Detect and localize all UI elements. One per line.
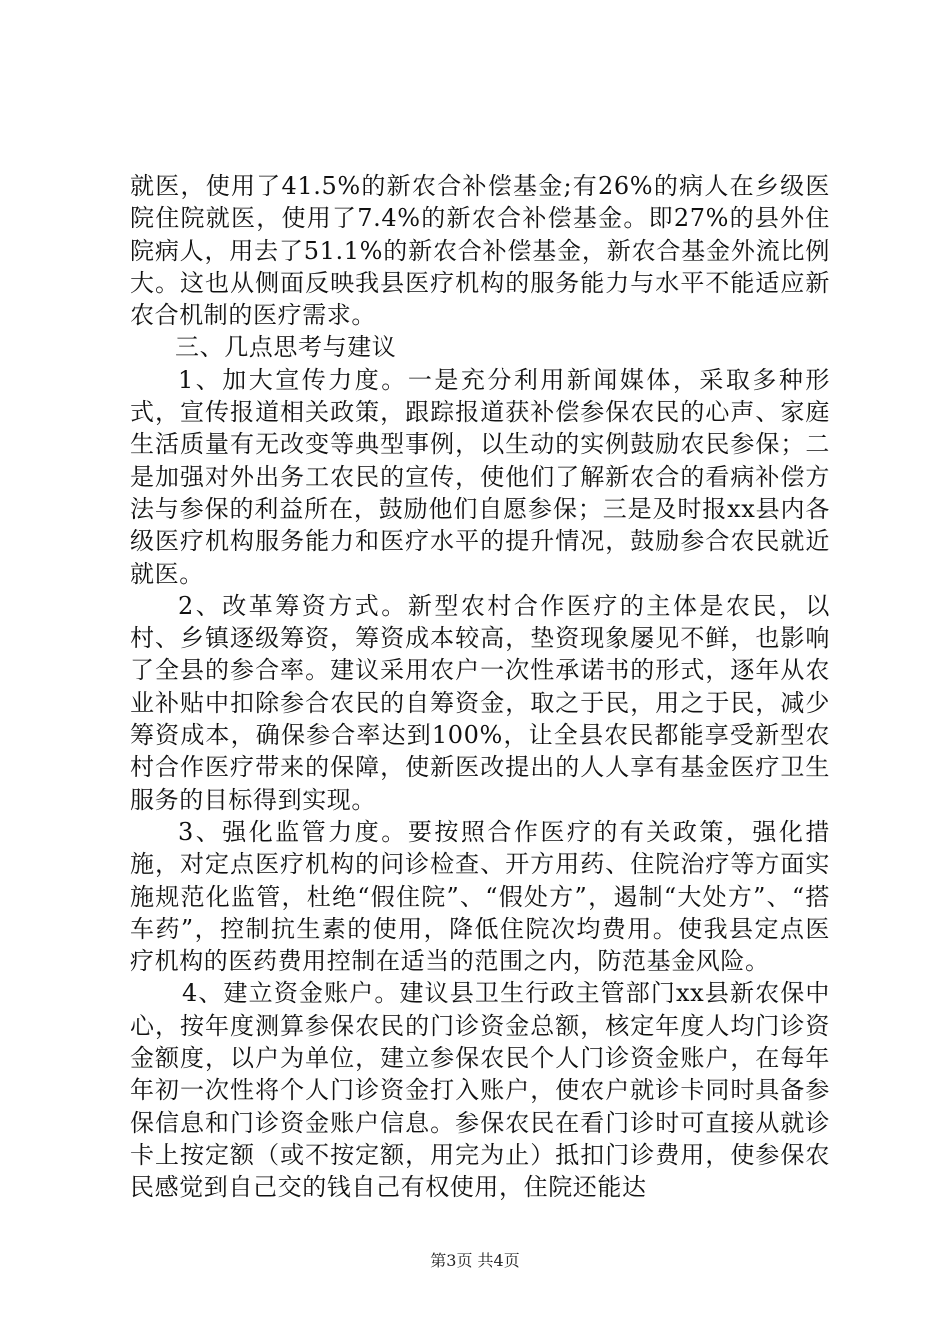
- section-heading: 三、几点思考与建议: [175, 333, 397, 362]
- paragraph-funding-reform: 2、改革筹资方式。新型农村合作医疗的主体是农民，以村、乡镇逐级筹资，筹资成本较高，垫资现象屡见不鲜，也影响了全县的参合率。建议采用农户一次性承诺书的形式，逐年从农业补贴中扣除参合农民的自筹资金，取之于民，用之于民，减少筹资成本，确保参合率达到100%，让全县农民都能享受新型农村合作医疗带来的保障，使新医改提出的人人享有基金医疗卫生服务的目标得到实现。: [130, 591, 830, 814]
- document-body: [130, 170, 830, 1204]
- page-number-footer: 第3页 共4页: [430, 1251, 520, 1270]
- paragraph-fund-account: 4、建立资金账户。建议县卫生行政主管部门xx县新农保中心，按年度测算参保农民的门诊资金总额，核定年度人均门诊资金额度，以户为单位，建立参保农民个人门诊资金账户，在每年年初一次性将个人门诊资金打入账户，使农户就诊卡同时具备参保信息和门诊资金账户信息。参保农民在看门诊时可直接从就诊卡上按定额（或不按定额，用完为止）抵扣门诊费用，使参保农民感觉到自己交的钱自己有权使用，住院还能达: [130, 979, 830, 1202]
- paragraph-publicity: 1、加大宣传力度。一是充分利用新闻媒体，采取多种形式，宣传报道相关政策，跟踪报道获补偿参保农民的心声、家庭生活质量有无改变等典型事例，以生动的实例鼓励农民参保；二是加强对外出务工农民的宣传，使他们了解新农合的看病补偿方法与参保的利益所在，鼓励他们自愿参保；三是及时报xx县内各级医疗机构服务能力和医疗水平的提升情况，鼓励参合农民就近就医。: [130, 365, 830, 588]
- paragraph-continuation: 就医，使用了41.5%的新农合补偿基金;有26%的病人在乡级医院住院就医，使用了7.4%的新农合补偿基金。即27%的县外住院病人，用去了51.1%的新农合补偿基金，新农合基金外流比例大。这也从侧面反映我县医疗机构的服务能力与水平不能适应新农合机制的医疗需求。: [130, 172, 830, 330]
- paragraph-supervision: 3、强化监管力度。要按照合作医疗的有关政策，强化措施，对定点医疗机构的问诊检查、开方用药、住院治疗等方面实施规范化监管，杜绝“假住院”、“假处方”，遏制“大处方”、“搭车药”，控制抗生素的使用，降低住院次均费用。使我县定点医疗机构的医药费用控制在适当的范围之内，防范基金风险。: [130, 817, 830, 976]
